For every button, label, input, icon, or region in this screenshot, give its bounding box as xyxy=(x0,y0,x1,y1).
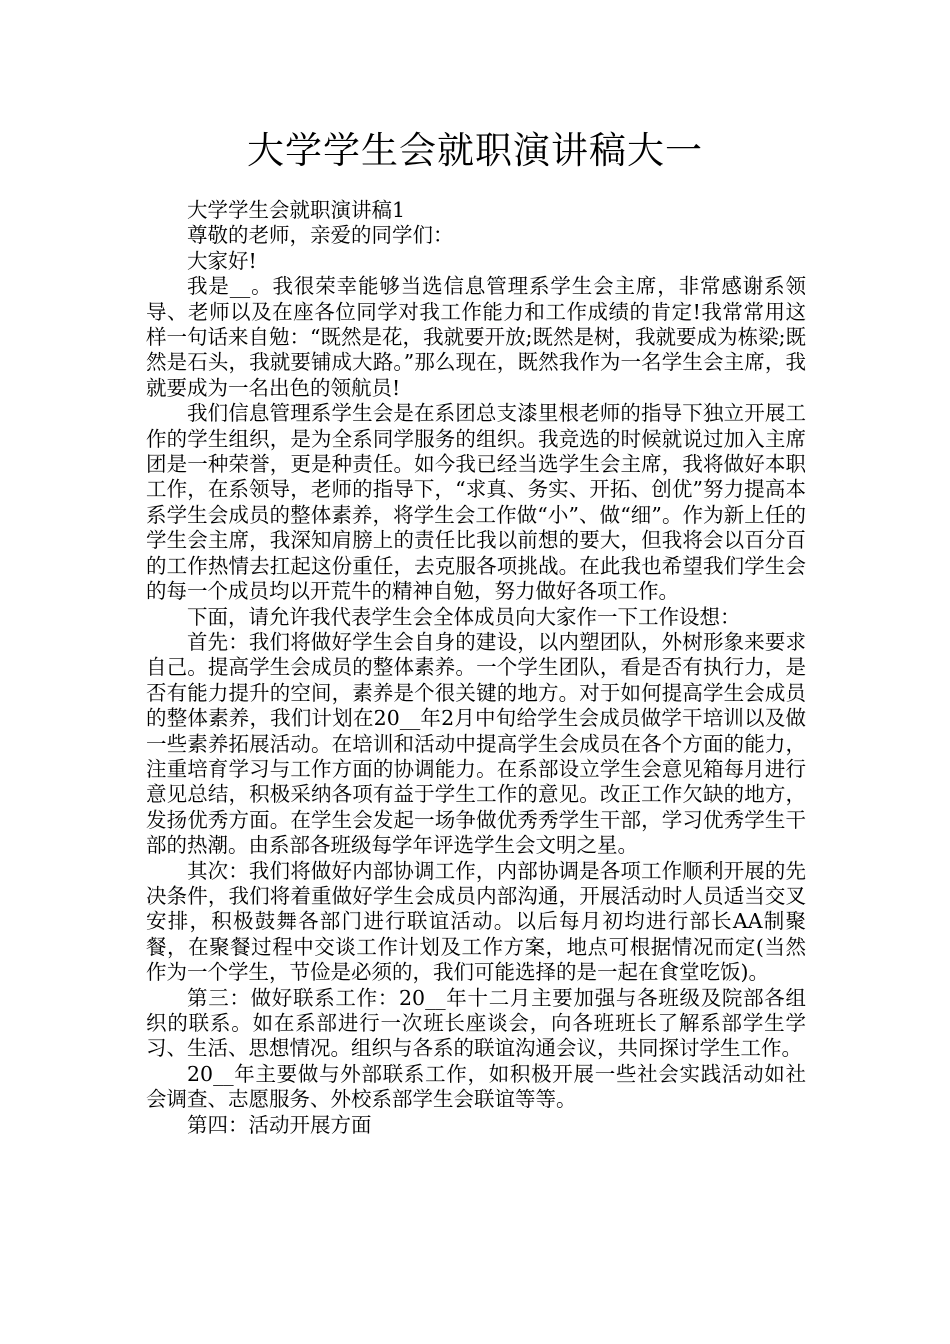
paragraph: 20__年主要做与外部联系工作，如积极开展一些社会实践活动如社会调查、志愿服务、外校系部学生会联谊等等。 xyxy=(146,1061,806,1112)
paragraph: 第四：活动开展方面 xyxy=(187,1112,372,1137)
paragraph: 下面，请允许我代表学生会全体成员向大家作一下工作设想： xyxy=(187,604,741,629)
paragraph: 我们信息管理系学生会是在系团总支漆里根老师的指导下独立开展工作的学生组织，是为全系同学服务的组织。我竞选的时候就说过加入主席团是一种荣誉，更是种责任。如今我已经当选学生会主席，我将做好本职工作，在系领导，老师的指导下，“求真、务实、开拓、创优”努力提高本系学生会成员的整体素养，将学生会工作做“小”、做“细”。作为新上任的学生会主席，我深知肩膀上的责任比我以前想的要大，但我将会以百分百的工作热情去扛起这份重任，去克服各项挑战。在此我也希望我们学生会的每一个成员均以开荒牛的精神自勉，努力做好各项工作。 xyxy=(146,401,806,604)
paragraph: 其次：我们将做好内部协调工作，内部协调是各项工作顺利开展的先决条件，我们将着重做好学生会成员内部沟通，开展活动时人员适当交叉安排，积极鼓舞各部门进行联谊活动。以后每月初均进行部长AA制聚餐，在聚餐过程中交谈工作计划及工作方案，地点可根据情况而定(当然作为一个学生，节俭是必须的，我们可能选择的是一起在食堂吃饭)。 xyxy=(146,858,806,985)
paragraph: 首先：我们将做好学生会自身的建设，以内塑团队，外树形象来要求自己。提高学生会成员的整体素养。一个学生团队，看是否有执行力，是否有能力提升的空间，素养是个很关键的地方。对于如何提高学生会成员的整体素养，我们计划在20__年2月中旬给学生会成员做学干培训以及做一些素养拓展活动。在培训和活动中提高学生会成员在各个方面的能力，注重培育学习与工作方面的协调能力。在系部设立学生会意见箱每月进行意见总结，积极采纳各项有益于学生工作的意见。改正工作欠缺的地方，发扬优秀方面。在学生会发起一场争做优秀秀学生干部，学习优秀学生干部的热潮。由系部各班级每学年评选学生会文明之星。 xyxy=(146,629,806,858)
paragraph: 第三：做好联系工作：20__年十二月主要加强与各班级及院部各组织的联系。如在系部进行一次班长座谈会，向各班班长了解系部学生学习、生活、思想情况。组织与各系的联谊沟通会议，共同探讨学生工作。 xyxy=(146,985,806,1061)
document-body xyxy=(146,198,806,1138)
salutation: 尊敬的老师，亲爱的同学们： xyxy=(187,223,454,248)
document-title: 大学学生会就职演讲稿大一 xyxy=(247,129,703,172)
document-subtitle: 大学学生会就职演讲稿1 xyxy=(187,198,406,222)
paragraph: 我是__。我很荣幸能够当选信息管理系学生会主席，非常感谢系领导、老师以及在座各位同学对我工作能力和工作成绩的肯定!我常常用这样一句话来自勉：“既然是花，我就要开放;既然是树，我就要成为栋梁;既然是石头，我就要铺成大路。”那么现在，既然我作为一名学生会主席，我就要成为一名出色的领航员! xyxy=(146,274,806,400)
greeting: 大家好! xyxy=(187,248,257,273)
